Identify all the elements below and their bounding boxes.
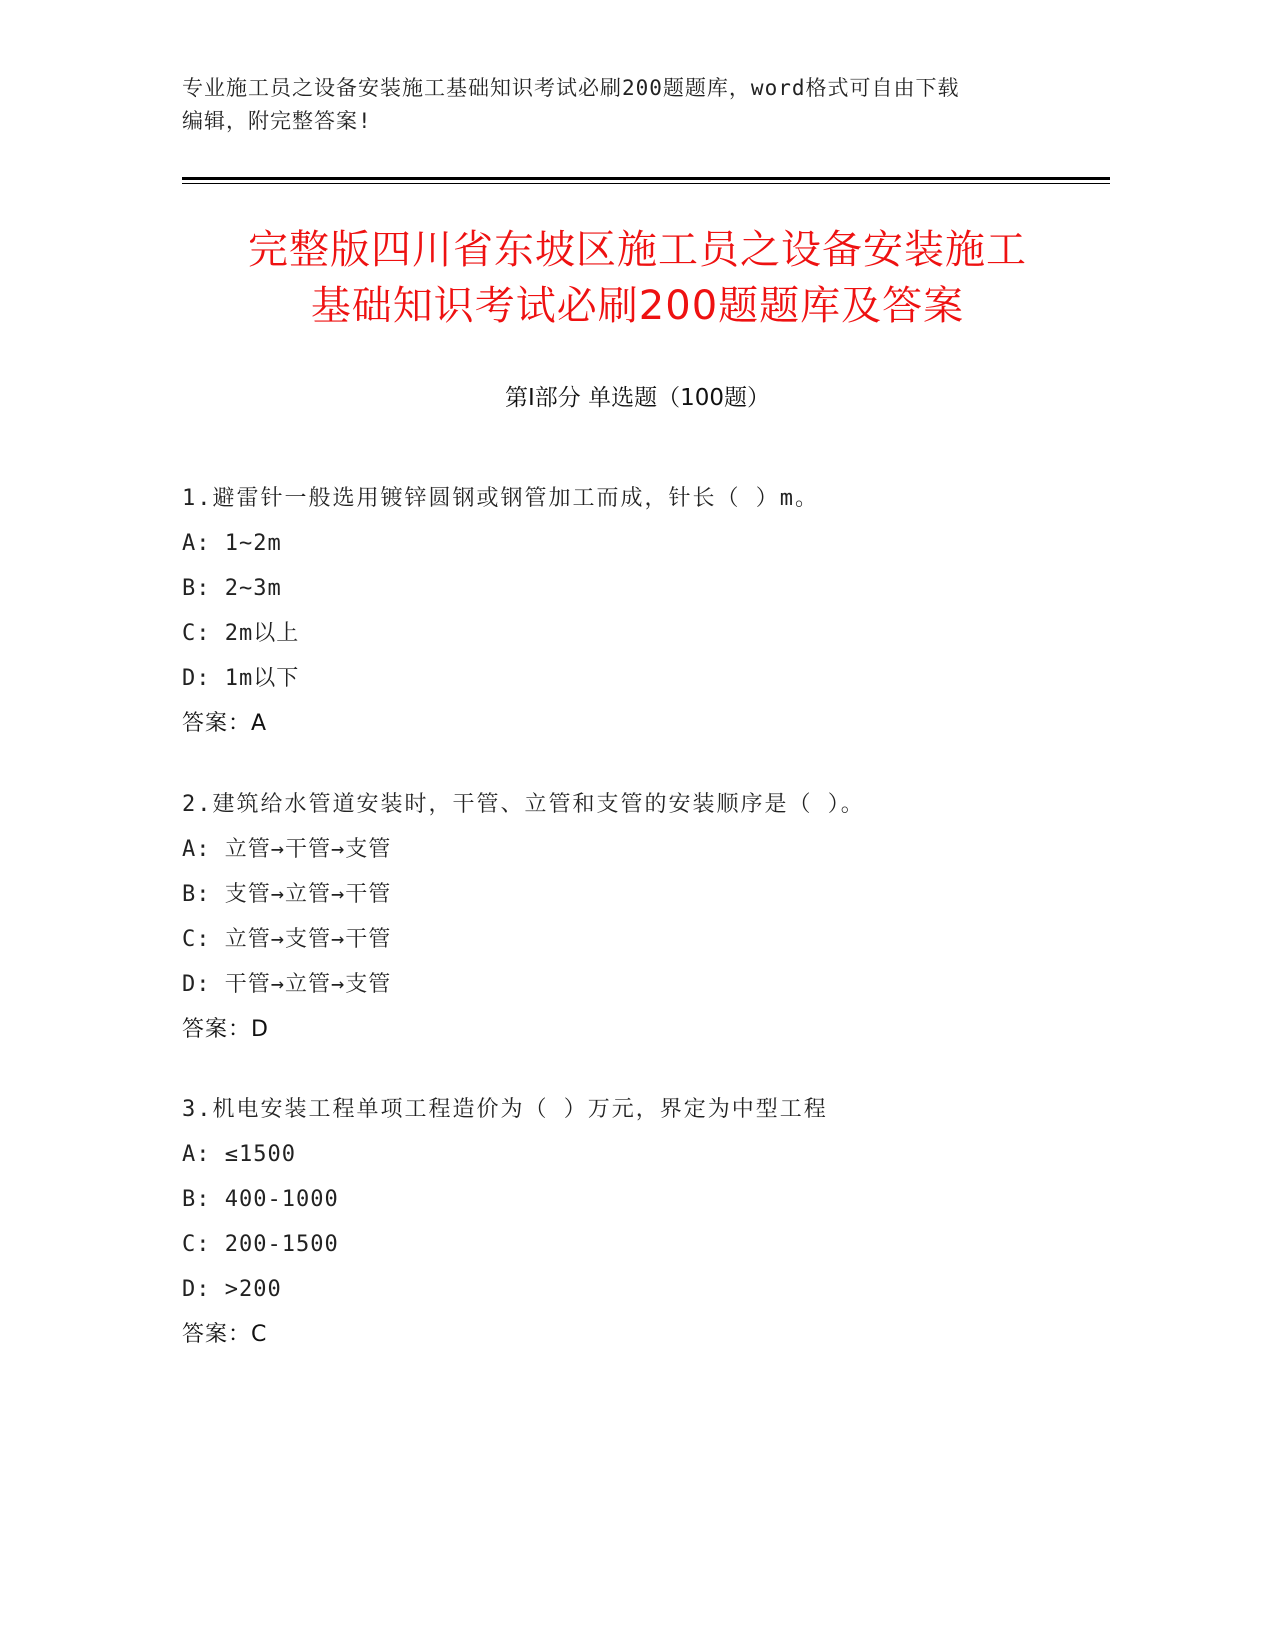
option-b: B: 400-1000 bbox=[182, 1187, 339, 1212]
question-3 bbox=[182, 1087, 1122, 1357]
option-c: C: 立管→支管→干管 bbox=[182, 927, 392, 952]
answer-label: 答案：D bbox=[182, 1017, 269, 1042]
option-c: C: 200-1500 bbox=[182, 1232, 339, 1257]
question-1 bbox=[182, 476, 1122, 746]
document-title bbox=[150, 222, 1125, 334]
document-title-line-1: 完整版四川省东坡区施工员之设备安装施工 bbox=[248, 227, 1027, 273]
header-note bbox=[182, 72, 1062, 138]
section-heading: 第Ⅰ部分 单选题（100题） bbox=[505, 385, 770, 411]
header-rule-thin bbox=[182, 183, 1110, 184]
header-rule-thick bbox=[182, 177, 1110, 180]
option-d: D: 干管→立管→支管 bbox=[182, 972, 392, 997]
answer-label: 答案：C bbox=[182, 1322, 268, 1347]
answer-label: 答案：A bbox=[182, 711, 268, 736]
option-a: A: ≤1500 bbox=[182, 1142, 296, 1167]
question-stem: 3.机电安装工程单项工程造价为（ ）万元，界定为中型工程 bbox=[182, 1097, 828, 1122]
header-note-line-1: 专业施工员之设备安装施工基础知识考试必刷200题题库，word格式可自由下载 bbox=[182, 76, 960, 100]
document-title-line-2: 基础知识考试必刷200题题库及答案 bbox=[310, 283, 965, 329]
option-a: A: 立管→干管→支管 bbox=[182, 837, 392, 862]
question-stem: 2.建筑给水管道安装时，干管、立管和支管的安装顺序是（ ）。 bbox=[182, 792, 865, 817]
option-a: A: 1~2m bbox=[182, 531, 282, 556]
option-c: C: 2m以上 bbox=[182, 621, 300, 646]
option-d: D: 1m以下 bbox=[182, 666, 300, 691]
header-note-line-2: 编辑，附完整答案! bbox=[182, 109, 372, 133]
option-b: B: 支管→立管→干管 bbox=[182, 882, 392, 907]
question-stem: 1.避雷针一般选用镀锌圆钢或钢管加工而成，针长（ ）m。 bbox=[182, 486, 819, 511]
question-2 bbox=[182, 782, 1122, 1052]
option-b: B: 2~3m bbox=[182, 576, 282, 601]
option-d: D: >200 bbox=[182, 1277, 282, 1302]
